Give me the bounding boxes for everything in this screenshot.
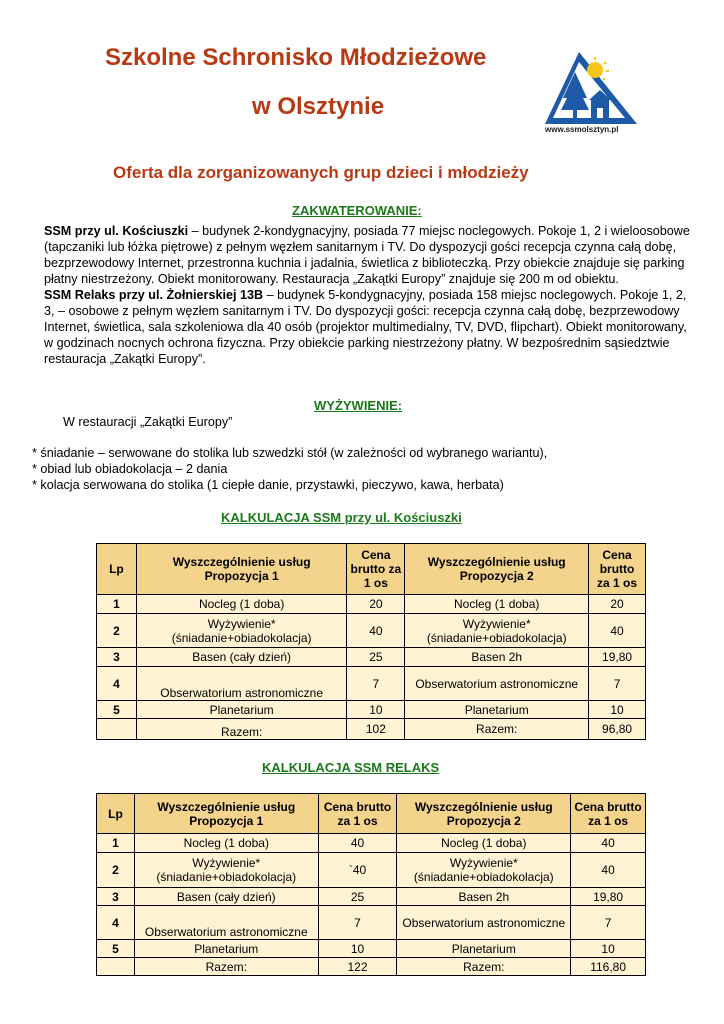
header-proposal-2: Wyszczególnienie usług Propozycja 2	[405, 544, 589, 595]
table-header-row	[97, 544, 646, 595]
page-title-city: w Olsztynie	[252, 93, 385, 120]
page-title: Szkolne Schronisko Młodzieżowe	[105, 44, 487, 71]
table-row: 3 Basen (cały dzień) 25 Basen 2h 19,80	[97, 648, 646, 667]
table-row: 1 Nocleg (1 doba) 20 Nocleg (1 doba) 20	[97, 595, 646, 614]
food-item-breakfast: * śniadanie – serwowane do stolika lub szwedzki stół (w zależności od wybranego wariantu),	[32, 446, 548, 460]
accommodation-description	[32, 223, 692, 367]
calculation-kosciuszki-heading: KALKULACJA SSM przy ul. Kościuszki	[221, 510, 462, 525]
table-row: 4 Obserwatorium astronomiczne 7 Obserwatorium astronomiczne 7	[97, 667, 646, 701]
logo-website: www.ssmolsztyn.pl	[545, 125, 619, 134]
accommodation-heading: ZAKWATEROWANIE:	[292, 203, 422, 218]
table-row: 5 Planetarium 10 Planetarium 10	[97, 701, 646, 719]
calculation-relaks-table	[96, 793, 646, 976]
table-row: 1 Nocleg (1 doba) 40 Nocleg (1 doba) 40	[97, 834, 646, 853]
header-price-1: Cena brutto za 1 os	[318, 794, 397, 834]
offer-subtitle: Oferta dla zorganizowanych grup dzieci i młodzieży	[113, 163, 529, 182]
table-row: 5 Planetarium 10 Planetarium 10	[97, 940, 646, 958]
header-price-1: Cena brutto za 1 os	[347, 544, 405, 595]
table-row: 2 Wyżywienie* (śniadanie+obiadokolacja) 40 Wyżywienie* (śniadanie+obiadokolacja) 40	[97, 614, 646, 648]
food-item-dinner: * obiad lub obiadokolacja – 2 dania	[32, 462, 228, 476]
food-heading: WYŻYWIENIE:	[314, 398, 403, 413]
header-proposal-1: Wyszczególnienie usług Propozycja 1	[136, 544, 347, 595]
table-total-row: Razem: 122 Razem: 116,80	[97, 958, 646, 976]
header-price-2: Cena brutto za 1 os	[589, 544, 646, 595]
accommodation-kosciuszki: SSM przy ul. Kościuszki – budynek 2-kondygnacyjny, posiada 77 miejsc noclegowych. Pokoje 1, 2 i wieloosobowe (tapczaniki lub łóżka piętrowe) z pełnym węzłem sanitarnym i TV. Do dyspozycji gości recepcja czynna całą dobę, bezprzewodowy Internet, przestronna kuchnia i jadalnia, świetlica z biblioteczką. Przy obiekcie znajduje się parking płatny niestrzeżony. Obiekt monitorowany. Restauracja „Zakątki Europy” znajduje się 200 m od obiektu.	[44, 224, 690, 286]
header-proposal-1: Wyszczególnienie usług Propozycja 1	[134, 794, 318, 834]
accommodation-relaks: SSM Relaks przy ul. Żołnierskiej 13B – budynek 5-kondygnacyjny, posiada 158 miejsc noclegowych. Pokoje 1, 2, 3, – osobowe z pełnym węzłem sanitarnym i TV. Do dyspozycji gości: recepcja czynna całą dobę, bezprzewodowy Internet, świetlica, sala szkoleniowa dla 40 osób (projektor multimedialny, TV, DVD, flipchart). Obiekt monitorowany, w godzinach nocnych ochrona fizyczna. Przy obiekcie parking niestrzeżony płatny. W bezpośrednim sąsiedztwie restauracja „Zakątki Europy”.	[44, 288, 687, 366]
table-row: 3 Basen (cały dzień) 25 Basen 2h 19,80	[97, 888, 646, 906]
table-row: 4 Obserwatorium astronomiczne 7 Obserwatorium astronomiczne 7	[97, 906, 646, 940]
calculation-kosciuszki-table	[96, 543, 646, 740]
table-header-row	[97, 794, 646, 834]
table-total-row: Razem: 102 Razem: 96,80	[97, 719, 646, 740]
header-proposal-2: Wyszczególnienie usług Propozycja 2	[397, 794, 571, 834]
table-row: 2 Wyżywienie* (śniadanie+obiadokolacja) `40 Wyżywienie* (śniadanie+obiadokolacja) 40	[97, 853, 646, 888]
header-lp: Lp	[97, 544, 137, 595]
food-item-supper: * kolacja serwowana do stolika (1 ciepłe danie, przystawki, pieczywo, kawa, herbata)	[32, 478, 504, 492]
header-price-2: Cena brutto za 1 os	[571, 794, 646, 834]
header-lp: Lp	[97, 794, 135, 834]
calculation-relaks-heading: KALKULACJA SSM RELAKS	[262, 760, 440, 775]
food-intro: W restauracji „Zakątki Europy”	[63, 415, 233, 429]
